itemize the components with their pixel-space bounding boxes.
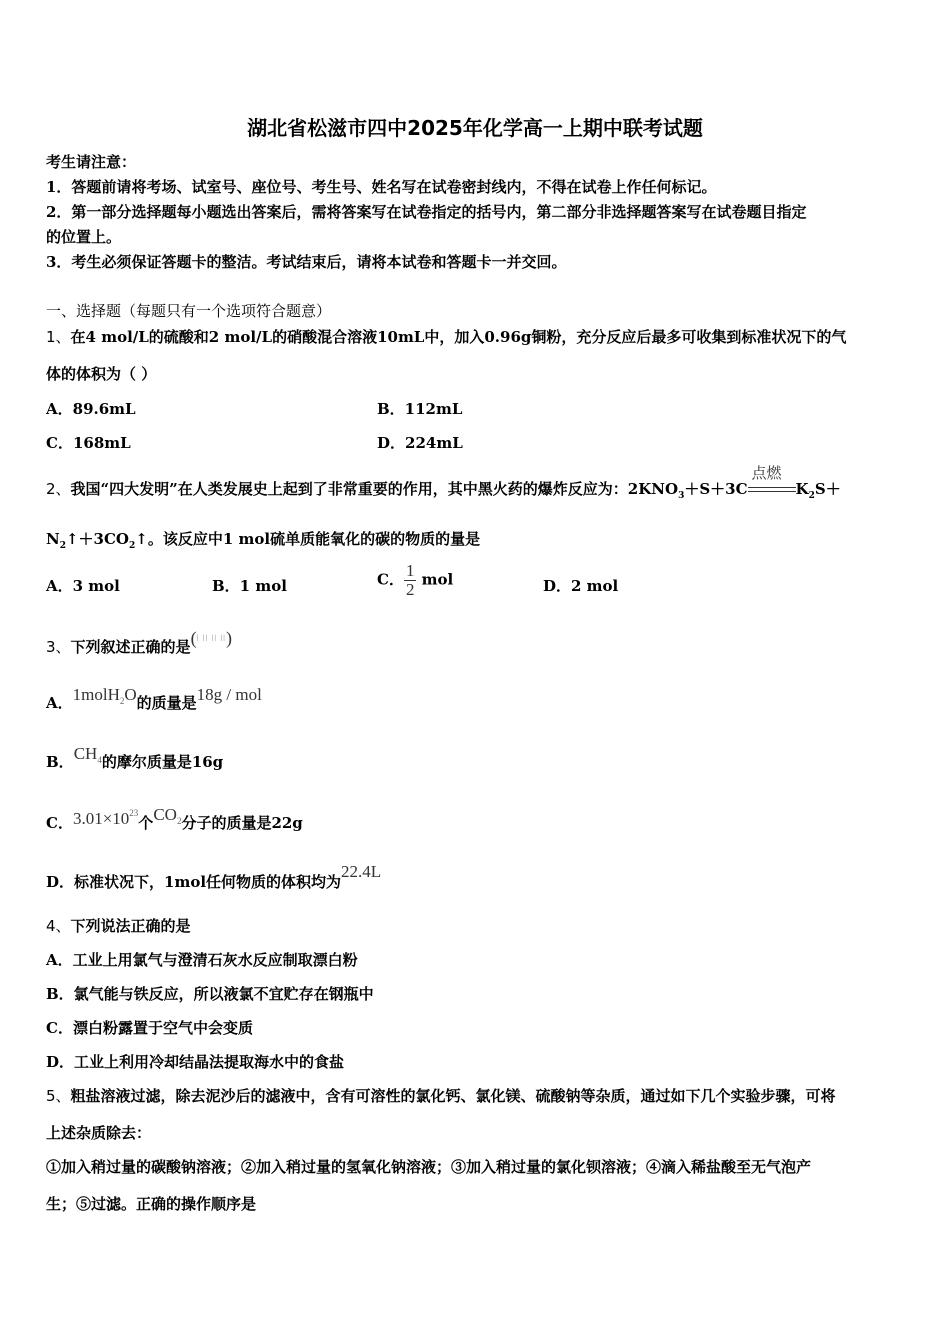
option-text: 的质量是: [136, 694, 197, 712]
question-1-stem: [46, 327, 846, 347]
superscript: 23: [129, 808, 139, 818]
subscript: 2: [119, 696, 125, 706]
page-title: 湖北省松滋市四中2025年化学高一上期中联考试题: [247, 116, 703, 140]
q3-option-d: [46, 857, 381, 897]
reaction-condition: 点燃: [751, 464, 782, 482]
question-5-steps-cont: 生；⑤过滤。正确的操作顺序是: [46, 1195, 257, 1213]
formula-text: 1molH: [72, 685, 120, 704]
question-number: 3、: [46, 638, 71, 656]
question-1-stem-cont: 体的体积为（ ）: [46, 365, 157, 383]
formula: [74, 744, 102, 763]
q1-option-a: A．89.6mL: [46, 400, 136, 418]
question-text: S＋: [814, 480, 841, 498]
formula: 18g / mol: [196, 685, 262, 704]
subscript: 2: [808, 491, 815, 501]
question-number: 4、: [46, 917, 71, 935]
question-text: 我国“四大发明”在人类发展史上起到了非常重要的作用，其中黑火药的爆炸反应为：2KNO: [70, 480, 679, 498]
q2-option-d: D．2 mol: [543, 577, 619, 595]
question-2-stem: [46, 464, 841, 506]
section-heading: 一、选择题（每题只有一个选项符合题意）: [46, 302, 332, 320]
formula: [73, 809, 138, 828]
question-5-steps: ①加入稍过量的碳酸钠溶液；②加入稍过量的氢氧化钠溶液；③加入稍过量的氯化钡溶液；④滴入稀盐酸至无气泡产: [46, 1158, 812, 1176]
fraction-denominator: 2: [405, 580, 415, 599]
q3-option-c: [46, 798, 303, 838]
q4-option-c: C．漂白粉露置于空气中会变质: [46, 1019, 253, 1037]
question-text: 下列叙述正确的是: [70, 638, 191, 656]
question-number: 2、: [46, 480, 71, 498]
subscript: 2: [176, 816, 182, 826]
formula-text: CO: [153, 805, 177, 824]
option-label: B．: [46, 753, 74, 771]
question-text: ＋S＋3C: [684, 480, 748, 498]
notice-item: 2．第一部分选择题每小题选出答案后，需将答案写在试卷指定的括号内，第二部分非选择题答案写在试卷题目指定: [46, 203, 807, 221]
notice-item: 1．答题前请将考场、试室号、座位号、考生号、姓名写在试卷密封线内，不得在试卷上作任何标记。: [46, 178, 717, 196]
q2-option-b: B．1 mol: [212, 577, 287, 595]
formula: 22.4L: [341, 862, 382, 881]
question-text: ↑。该反应中1 mol硫单质能氧化的碳的物质的量是: [135, 530, 481, 548]
question-5-stem: [46, 1086, 836, 1106]
option-label: C．: [46, 814, 73, 832]
formula-text: O: [124, 685, 137, 704]
fraction-numerator: 1: [405, 561, 415, 580]
option-text: mol: [416, 570, 454, 589]
q2-option-a: A．3 mol: [46, 577, 120, 595]
question-text: 粗盐溶液过滤，除去泥沙后的滤液中，含有可溶性的氯化钙、氯化镁、硫酸钠等杂质，通过如下几个实验步骤，可将: [70, 1087, 836, 1105]
fraction: [404, 562, 417, 599]
option-text: 分子的质量是22g: [181, 814, 303, 832]
question-5-stem-cont: 上述杂质除去：: [46, 1124, 152, 1142]
question-number: 1、: [46, 328, 71, 346]
option-label: C．: [377, 570, 404, 589]
q3-option-b: [46, 739, 223, 777]
question-text: K: [795, 480, 809, 498]
question-text: 下列说法正确的是: [70, 917, 191, 935]
question-4-stem: [46, 916, 191, 936]
notice-item: 的位置上。: [46, 228, 122, 246]
subscript: 2: [59, 541, 66, 551]
question-text: ↑＋3CO: [65, 530, 129, 548]
question-number: 5、: [46, 1087, 71, 1105]
q2-option-c: [377, 562, 453, 599]
option-label: A．: [46, 694, 73, 712]
q4-option-b: B．氯气能与铁反应，所以液氯不宜贮存在钢瓶中: [46, 985, 374, 1003]
option-text: 个: [138, 814, 154, 832]
formula-text: 3.01×10: [72, 809, 130, 828]
question-text: N: [46, 530, 60, 548]
answer-bracket: (ǀ ǀǀ ǀǀ ǀǀ): [190, 628, 232, 648]
question-2-stem-cont: [46, 529, 480, 556]
formula-text: CH: [73, 744, 98, 763]
bracket-placeholder: ǀ ǀǀ ǀǀ ǀǀ: [196, 633, 226, 643]
notice-item: 3．考生必须保证答题卡的整洁。考试结束后，请将本试卷和答题卡一并交回。: [46, 253, 567, 271]
question-text: 在4 mol/L的硫酸和2 mol/L的硝酸混合溶液10mL中，加入0.96g铜粉，充分反应后最多可收集到标准状况下的气: [70, 328, 847, 346]
subscript: 3: [678, 491, 685, 501]
formula: [153, 805, 181, 824]
notice-heading: 考生请注意：: [46, 153, 137, 171]
subscript: 2: [129, 541, 136, 551]
subscript: 4: [97, 755, 102, 765]
option-text: 的摩尔质量是16g: [101, 753, 224, 771]
reaction-arrow: [748, 464, 796, 497]
q1-option-d: D．224mL: [377, 434, 463, 452]
q1-option-c: C．168mL: [46, 434, 131, 452]
formula: [73, 685, 137, 704]
q4-option-a: A．工业上用氯气与澄清石灰水反应制取漂白粉: [46, 951, 358, 969]
option-text: D．标准状况下，1mol任何物质的体积均为: [46, 873, 342, 891]
q1-option-b: B．112mL: [377, 400, 463, 418]
q4-option-d: D．工业上利用冷却结晶法提取海水中的食盐: [46, 1053, 345, 1071]
q3-option-a: [46, 680, 262, 718]
question-3-stem: [46, 623, 232, 662]
